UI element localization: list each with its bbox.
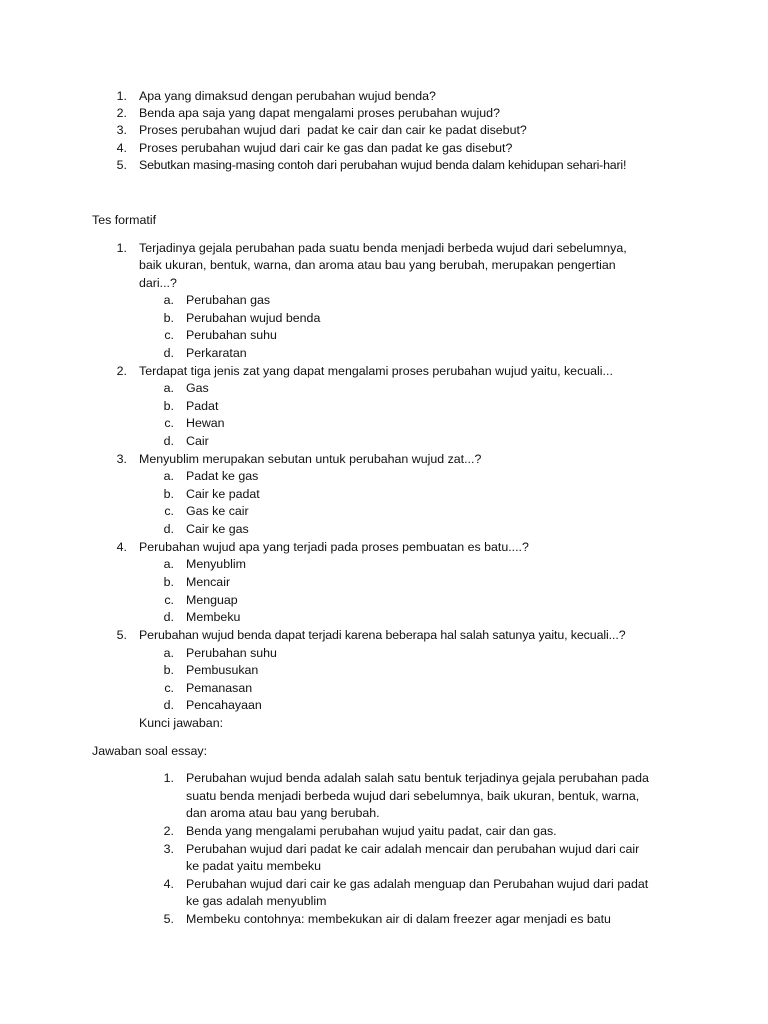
item-text: dan aroma atau bau yang berubah.	[186, 806, 380, 820]
option-letter: a.	[163, 381, 174, 395]
option-letter: a.	[163, 646, 174, 660]
question-number: 1.	[116, 241, 127, 255]
option-letter: a.	[163, 469, 174, 483]
option-text: Perubahan suhu	[186, 328, 277, 342]
option-text: Cair	[186, 434, 209, 448]
question-text: Terjadinya gejala perubahan pada suatu benda menjadi berbeda wujud dari sebelumnya,	[139, 241, 627, 255]
option-text: Membeku	[186, 610, 241, 624]
item-text: ke gas adalah menyublim	[186, 894, 327, 908]
option-text: Cair ke padat	[186, 487, 260, 501]
question-text: Perubahan wujud benda dapat terjadi karena beberapa hal salah satunya yaitu, kecuali...?	[139, 628, 626, 642]
item-text: Perubahan wujud dari padat ke cair adalah mencair dan perubahan wujud dari cair	[186, 842, 640, 856]
option-letter: c.	[164, 504, 174, 518]
item-text: Perubahan wujud benda adalah salah satu bentuk terjadinya gejala perubahan pada	[186, 771, 649, 785]
option-letter: c.	[164, 681, 174, 695]
option-text: Padat ke gas	[186, 469, 259, 483]
item-text: suatu benda menjadi berbeda wujud dari sebelumnya, baik ukuran, bentuk, warna,	[186, 789, 640, 803]
item-text: Proses perubahan wujud dari padat ke cair dan cair ke padat disebut?	[139, 123, 527, 137]
option-text: Perkaratan	[186, 346, 247, 360]
item-text: ke padat yaitu membeku	[186, 859, 321, 873]
item-number: 4.	[116, 141, 127, 155]
option-text: Hewan	[186, 416, 225, 430]
item-number: 3.	[116, 123, 127, 137]
item-number: 2.	[163, 824, 174, 838]
option-text: Padat	[186, 399, 219, 413]
item-text: Benda apa saja yang dapat mengalami proses perubahan wujud?	[139, 106, 500, 120]
option-text: Cair ke gas	[186, 522, 249, 536]
option-letter: b.	[163, 311, 174, 325]
item-text: Apa yang dimaksud dengan perubahan wujud benda?	[139, 89, 436, 103]
option-letter: b.	[163, 399, 174, 413]
question-number: 3.	[116, 452, 127, 466]
answer-key-label: Kunci jawaban:	[139, 716, 224, 730]
option-text: Menguap	[186, 593, 238, 607]
option-letter: b.	[163, 575, 174, 589]
question-text: dari...?	[139, 276, 177, 290]
question-text: Menyublim merupakan sebutan untuk perubahan wujud zat...?	[139, 452, 482, 466]
option-letter: d.	[163, 610, 174, 624]
option-letter: c.	[164, 593, 174, 607]
item-number: 4.	[163, 877, 174, 891]
item-number: 1.	[163, 771, 174, 785]
section-heading-jawaban: Jawaban soal essay:	[92, 744, 208, 758]
option-text: Pencahayaan	[186, 698, 262, 712]
option-text: Mencair	[186, 575, 231, 589]
item-number: 2.	[116, 106, 127, 120]
item-number: 5.	[163, 912, 174, 926]
option-letter: c.	[164, 416, 174, 430]
question-text: baik ukuran, bentuk, warna, dan aroma atau bau yang berubah, merupakan pengertian	[139, 258, 616, 272]
item-text: Membeku contohnya: membekukan air di dalam freezer agar menjadi es batu	[186, 912, 611, 926]
question-number: 5.	[116, 628, 127, 642]
option-letter: a.	[163, 557, 174, 571]
item-text: Perubahan wujud dari cair ke gas adalah menguap dan Perubahan wujud dari padat	[186, 877, 649, 891]
option-letter: d.	[163, 434, 174, 448]
item-text: Proses perubahan wujud dari cair ke gas dan padat ke gas disebut?	[139, 141, 513, 155]
question-text: Terdapat tiga jenis zat yang dapat mengalami proses perubahan wujud yaitu, kecuali...	[139, 364, 613, 378]
option-letter: c.	[164, 328, 174, 342]
option-letter: d.	[163, 346, 174, 360]
item-text: Sebutkan masing-masing contoh dari perubahan wujud benda dalam kehidupan sehari-hari!	[139, 158, 627, 172]
option-text: Perubahan gas	[186, 293, 271, 307]
option-letter: b.	[163, 663, 174, 677]
option-letter: d.	[163, 522, 174, 536]
question-number: 2.	[116, 364, 127, 378]
option-text: Perubahan suhu	[186, 646, 277, 660]
item-number: 1.	[116, 89, 127, 103]
item-number: 3.	[163, 842, 174, 856]
option-text: Pembusukan	[186, 663, 259, 677]
option-text: Gas	[186, 381, 209, 395]
option-text: Pemanasan	[186, 681, 253, 695]
item-number: 5.	[116, 158, 127, 172]
question-text: Perubahan wujud apa yang terjadi pada proses pembuatan es batu....?	[139, 540, 529, 554]
item-text: Benda yang mengalami perubahan wujud yaitu padat, cair dan gas.	[186, 824, 557, 838]
option-letter: a.	[163, 293, 174, 307]
option-text: Gas ke cair	[186, 504, 249, 518]
option-text: Perubahan wujud benda	[186, 311, 321, 325]
option-letter: b.	[163, 487, 174, 501]
option-text: Menyublim	[186, 557, 246, 571]
section-heading-formatif: Tes formatif	[92, 213, 157, 227]
question-number: 4.	[116, 540, 127, 554]
option-letter: d.	[163, 698, 174, 712]
